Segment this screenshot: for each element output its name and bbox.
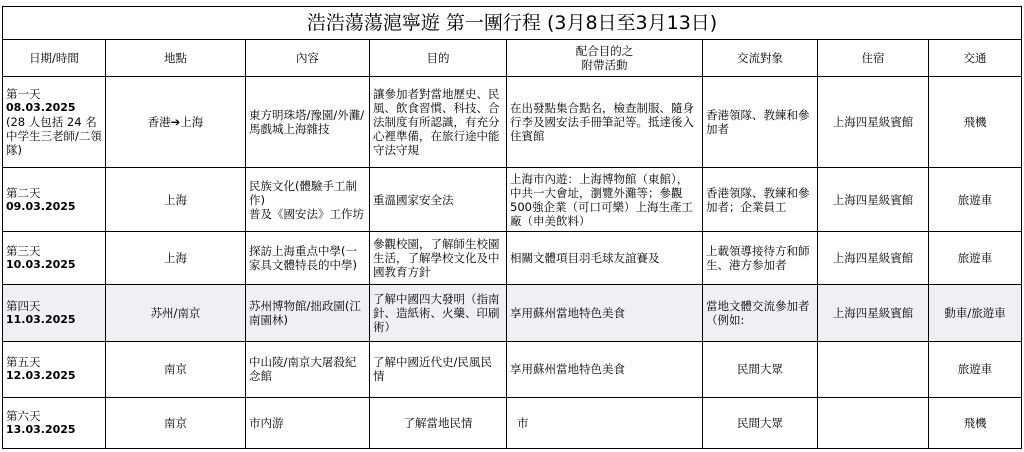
table-row xyxy=(3,341,1022,398)
day-note: (28 人包括 24 名中学生三老師/二領隊) xyxy=(6,115,102,158)
header-location: 地點 xyxy=(106,40,246,76)
page-title: 浩浩蕩蕩滬寧遊 第一團行程 (3月8日至3月13日) xyxy=(3,7,1022,40)
header-transport: 交通 xyxy=(929,40,1022,76)
location-cell: 南京 xyxy=(106,398,246,449)
transport-cell: 旅遊車 xyxy=(929,232,1022,285)
day-label: 第五天 xyxy=(6,355,41,370)
activity-cell: 享用蘇州當地特色美食 xyxy=(507,284,703,341)
day-date: 09.03.2025 xyxy=(6,199,76,213)
exchange-cell: 上載領導接待方和師生、港方参加者 xyxy=(703,232,818,285)
table-row xyxy=(3,398,1022,449)
content-cell: 東方明珠塔/豫園/外灘/馬戲城上海雜技 xyxy=(246,76,370,167)
purpose-cell: 參觀校園，了解師生校園生活，了解學校文化及中國教育方針 xyxy=(370,232,507,285)
day-cell xyxy=(3,398,106,449)
header-activity: 配合目的之 附帶活動 xyxy=(507,40,703,76)
lodging-cell: 上海四星級賓館 xyxy=(818,232,929,285)
day-cell xyxy=(3,168,106,232)
day-cell xyxy=(3,341,106,398)
header-row xyxy=(3,40,1022,76)
day-date: 08.03.2025 xyxy=(6,101,76,115)
table-row xyxy=(3,284,1022,341)
day-cell xyxy=(3,76,106,167)
location-cell: 上海 xyxy=(106,168,246,232)
day-label: 第四天 xyxy=(6,298,41,313)
header-exchange: 交流對象 xyxy=(703,40,818,76)
exchange-cell: 民間大眾 xyxy=(703,341,818,398)
lodging-cell: 上海四星級賓館 xyxy=(818,284,929,341)
content-cell: 探訪上海重点中學(一家具文體特長的中學) xyxy=(246,232,370,285)
activity-cell: 市 xyxy=(507,398,703,449)
day-cell xyxy=(3,284,106,341)
day-label: 第三天 xyxy=(6,243,41,258)
activity-cell: 在出發點集合點名，檢查制服、隨身行李及國安法手冊筆記等。抵達後入住賓館 xyxy=(507,76,703,167)
lodging-cell xyxy=(818,341,929,398)
activity-cell: 上海市內遊：上海博物館（東館），中共一大會址，瀏覽外灘等；參觀500強企業（可口可樂）上海生產工廠（申美飲料） xyxy=(507,168,703,232)
day-date: 13.03.2025 xyxy=(6,423,76,437)
itinerary-table xyxy=(2,6,1022,449)
day-date: 12.03.2025 xyxy=(6,369,76,383)
day-label: 第一天 xyxy=(6,87,41,102)
header-content: 內容 xyxy=(246,40,370,76)
day-label: 第六天 xyxy=(6,409,41,424)
purpose-cell: 了解當地民情 xyxy=(370,398,507,449)
location-cell: 苏州/南京 xyxy=(106,284,246,341)
transport-cell: 動車/旅遊車 xyxy=(929,284,1022,341)
exchange-cell: 香港領隊、教練和參加者；企業員工 xyxy=(703,168,818,232)
header-lodging: 住宿 xyxy=(818,40,929,76)
content-cell: 市内游 xyxy=(246,398,370,449)
transport-cell: 飛機 xyxy=(929,398,1022,449)
table-row xyxy=(3,232,1022,285)
header-purpose: 目的 xyxy=(370,40,507,76)
location-cell: 南京 xyxy=(106,341,246,398)
lodging-cell xyxy=(818,398,929,449)
location-cell: 上海 xyxy=(106,232,246,285)
content-cell: 苏州博物館/拙政園(江南園林) xyxy=(246,284,370,341)
lodging-cell: 上海四星級賓館 xyxy=(818,168,929,232)
transport-cell: 飛機 xyxy=(929,76,1022,167)
content-cell: 中山陵/南京大屠殺紀念館 xyxy=(246,341,370,398)
exchange-cell: 當地文體交流參加者（例如: xyxy=(703,284,818,341)
activity-cell: 享用蘇州當地特色美食 xyxy=(507,341,703,398)
location-cell: 香港➔上海 xyxy=(106,76,246,167)
purpose-cell: 了解中國近代史/民風民情 xyxy=(370,341,507,398)
day-cell xyxy=(3,232,106,285)
transport-cell: 旅遊車 xyxy=(929,341,1022,398)
day-label: 第二天 xyxy=(6,185,41,200)
day-date: 11.03.2025 xyxy=(6,312,76,326)
transport-cell: 旅遊車 xyxy=(929,168,1022,232)
lodging-cell: 上海四星級賓館 xyxy=(818,76,929,167)
exchange-cell: 香港領隊、教練和參加者 xyxy=(703,76,818,167)
purpose-cell: 重溫國家安全法 xyxy=(370,168,507,232)
exchange-cell: 民間大眾 xyxy=(703,398,818,449)
activity-cell: 相關文體項目羽毛球友誼賽及 xyxy=(507,232,703,285)
content-cell: 民族文化(體驗手工制作) 普及《國安法》工作坊 xyxy=(246,168,370,232)
day-date: 10.03.2025 xyxy=(6,257,76,271)
table-row xyxy=(3,76,1022,167)
purpose-cell: 了解中國四大發明（指南針、造紙術、火藥、印刷術） xyxy=(370,284,507,341)
table-row xyxy=(3,168,1022,232)
header-datetime: 日期/時間 xyxy=(3,40,106,76)
purpose-cell: 讓參加者對當地歷史、民風、飲食習慣、科技、合法制度有所認識，有充分心裡準備，在旅行途中能守法守規 xyxy=(370,76,507,167)
